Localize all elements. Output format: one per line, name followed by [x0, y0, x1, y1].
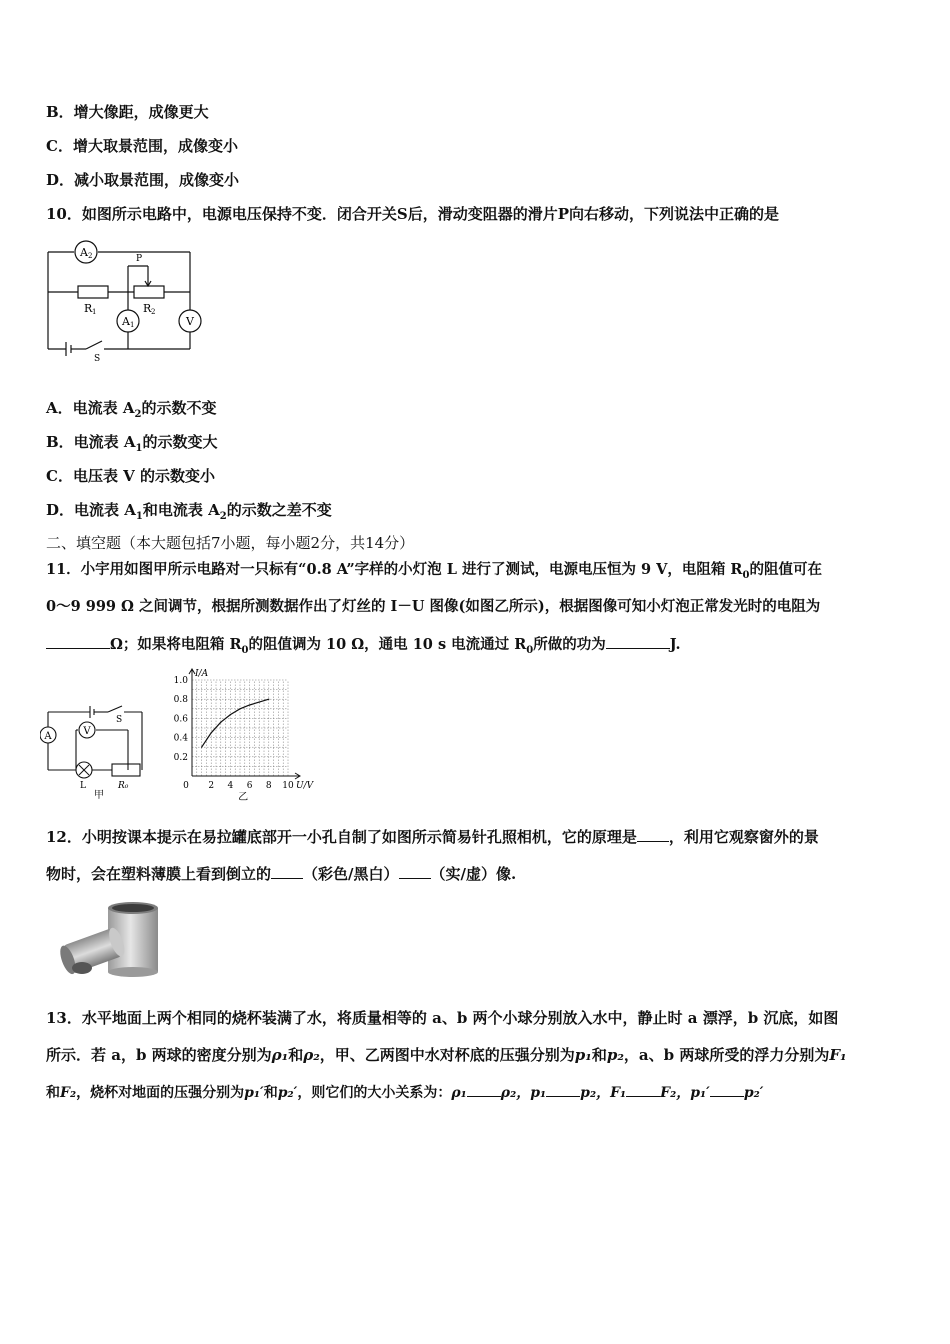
q13-blank-1[interactable] [467, 1082, 501, 1097]
chart-y-tick-label: 0.2 [173, 752, 188, 763]
chart-data-point [268, 699, 269, 700]
chart-y-tick-label: 0.4 [173, 733, 188, 744]
chart-data-point [230, 714, 231, 715]
q11-line-1: 11．小宇用如图甲所示电路对一只标有“0.8 A”字样的小灯泡 L 进行了测试，电源电压恒为 9 V，电阻箱 $R_0$的阻值可在 [46, 561, 822, 581]
chart-x-tick-label: 10 [282, 781, 294, 791]
q12-blank-1[interactable] [637, 827, 669, 842]
chart-y-tick-label: 1.0 [173, 676, 188, 686]
q13-blank-4[interactable] [710, 1082, 744, 1097]
q9-option-c: C．增大取景范围，成像变小 [46, 137, 238, 155]
chart-data-point [249, 704, 250, 705]
chart-y-tick-label: 0.6 [173, 714, 188, 725]
ammeter-a-label: A [44, 731, 52, 742]
chart-caption: 乙 [238, 792, 249, 803]
q12-line-1: 12．小明按课本提示在易拉罐底部开一小孔自制了如图所示简易针孔照相机，它的原理是 ，利用它观察窗外的景 [46, 828, 819, 846]
q11-blank-2[interactable] [606, 634, 670, 649]
q11-line-2: 0～9 999 Ω 之间调节，根据所测数据作出了灯丝的 I－U 图像(如图乙所示)，根据图像可知小灯泡正常发光时的电阻为 [46, 598, 821, 615]
voltmeter-v-label-jia: V [83, 726, 91, 737]
chart-data-point [220, 722, 221, 723]
q13-line-3: 和F₂，烧杯对地面的压强分别为p₁′和p₂′，则它们的大小关系为：ρ₁ ρ₂，p₁ p₂，F₁ F₂，p₁′ p₂′ [46, 1082, 763, 1103]
chart-y-axis-label: I/A [195, 669, 209, 679]
q9-option-d: D．减小取景范围，成像变小 [46, 171, 240, 189]
svg-text:1: 1 [130, 321, 135, 329]
q12-line-2: 物时，会在塑料薄膜上看到倒立的 （彩色/黑白） （实/虚）像. [46, 865, 517, 883]
switch-s-label-jia: S [116, 715, 123, 725]
svg-text:R: R [143, 302, 152, 315]
slider-p-label: P [136, 254, 143, 264]
q13-line-2: 所示．若 a，b 两球的密度分别为ρ₁和ρ₂，甲、乙两图中水对杯底的压强分别为p₁和p₂，a、b 两球所受的浮力分别为F₁ [46, 1046, 847, 1064]
chart-x-tick-label: 2 [208, 781, 215, 791]
chart-data-point [201, 747, 202, 748]
q12-blank-2[interactable] [271, 864, 303, 879]
figure-jia-caption: 甲 [94, 790, 104, 800]
voltmeter-v-label: V [186, 315, 194, 328]
chart-data-point [259, 701, 260, 702]
resistor-r0-label: R₀ [118, 781, 129, 791]
svg-text:A: A [122, 315, 130, 328]
svg-text:2: 2 [151, 308, 156, 316]
chart-y-tick-label: 0.8 [173, 695, 188, 706]
chart-x-tick-label: 8 [265, 781, 272, 791]
svg-text:A: A [80, 246, 88, 259]
chart-x-tick-label: 4 [227, 781, 234, 791]
chart-data-point [239, 708, 240, 709]
section-2-heading: 二、填空题（本大题包括7小题，每小题2分，共14分） [46, 534, 415, 552]
q13-blank-3[interactable] [626, 1082, 660, 1097]
q11-line-3: Ω；如果将电阻箱 $R_0$的阻值调为 10 Ω，通电 10 s 电流通过 $R_0$所做的功为 J. [46, 634, 681, 655]
q10-option-c: C．电压表 V 的示数变小 [46, 467, 216, 485]
chart-data-point [211, 732, 212, 733]
q13-blank-2[interactable] [546, 1082, 580, 1097]
pinhole-camera-image [52, 900, 164, 980]
svg-text:R: R [84, 302, 93, 315]
q10-option-a: A．电流表 $A_2$的示数不变 [46, 399, 217, 420]
q10-stem: 10．如图所示电路中，电源电压保持不变．闭合开关S后，滑动变阻器的滑片P向右移动，下列说法中正确的是 [46, 205, 779, 223]
chart-x-tick-label: 6 [246, 781, 253, 791]
svg-text:1: 1 [92, 308, 97, 316]
chart-x-tick-label: 0 [183, 781, 189, 791]
q9-option-b: B．增大像距，成像更大 [46, 103, 209, 121]
q11-circuit-jia [40, 700, 160, 800]
q10-option-d: D．电流表 $A_1$和电流表 $A_2$的示数之差不变 [46, 501, 332, 522]
chart-x-axis-label: U/V [296, 781, 314, 791]
switch-s-label: S [94, 354, 101, 364]
q12-blank-3[interactable] [399, 864, 431, 879]
q13-line-1: 13．水平地面上两个相同的烧杯装满了水，将质量相等的 a、b 两个小球分别放入水中，静止时 a 漂浮，b 沉底，如图 [46, 1009, 839, 1027]
q11-iu-chart [166, 664, 326, 804]
a2-subscript: 2 [88, 252, 93, 260]
q10-option-b: B．电流表 $A_1$的示数变大 [46, 433, 218, 454]
lamp-l-label: L [80, 781, 86, 791]
q11-blank-1[interactable] [46, 634, 110, 649]
q10-circuit-diagram [44, 236, 214, 366]
